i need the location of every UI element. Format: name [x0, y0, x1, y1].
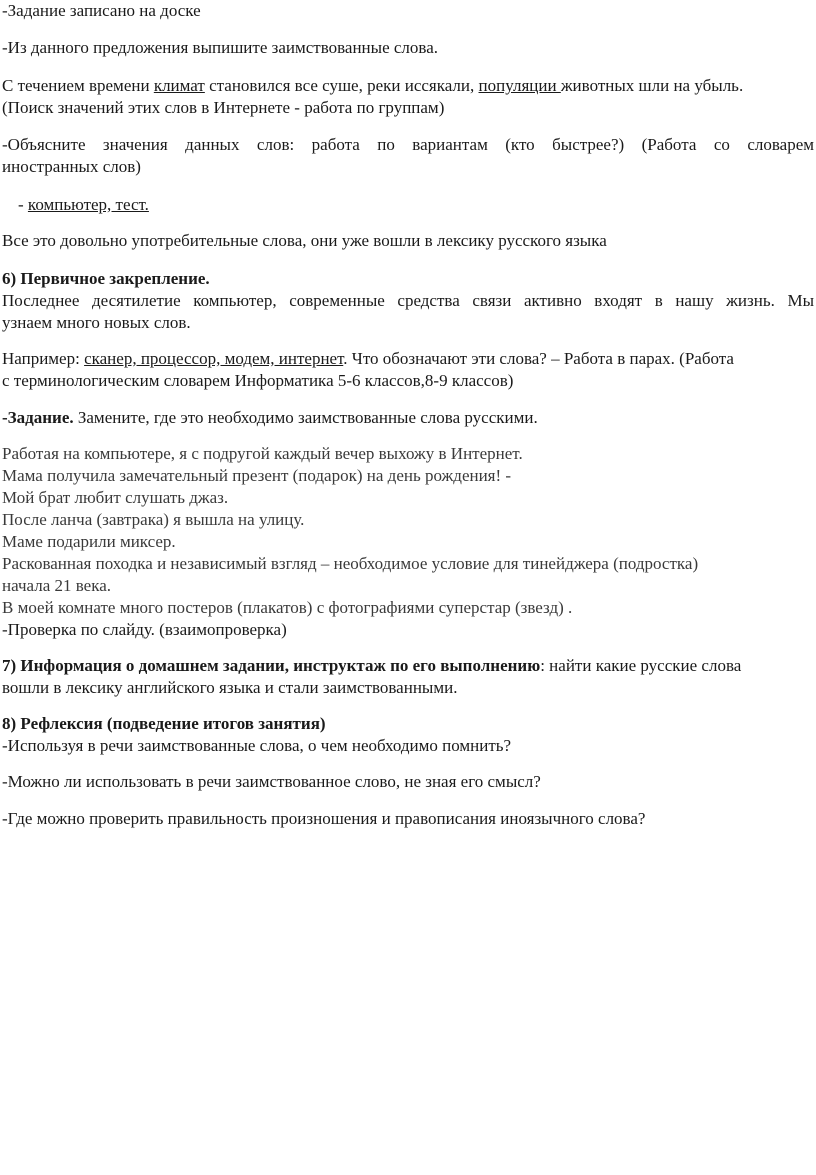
example-sentence-line-1: [2, 75, 743, 97]
underlined-examples: сканер, процессор, модем, интернет: [84, 349, 344, 368]
sentence-3: Мой брат любит слушать джаз.: [2, 488, 229, 507]
example-words-line-2: с терминологическим словарем Информатика 5-6 классов,8-9 классов): [2, 371, 514, 390]
text-fragment: : найти какие русские слова: [540, 656, 742, 675]
sentence-2: Мама получила замечательный презент (подарок) на день рождения! -: [2, 466, 512, 485]
common-words-line: Все это довольно употребительные слова, они уже вошли в лексику русского языка: [2, 231, 607, 250]
reflection-question-1: -Используя в речи заимствованные слова, о чем необходимо помнить?: [2, 736, 512, 755]
sentence-6: Раскованная походка и независимый взгляд – необходимое условие для тинейджера (подростка): [2, 554, 699, 573]
explain-words-line-2: иностранных слов): [2, 157, 141, 176]
text-fragment: С течением времени: [2, 76, 154, 95]
replace-task-line: [2, 407, 538, 429]
example-sentence-line-2: (Поиск значений этих слов в Интернете - работа по группам): [2, 98, 445, 117]
section-6-line-1: Последнее десятилетие компьютер, современные средства связи активно входят в нашу жизнь. Мы: [2, 291, 814, 310]
dash: -: [18, 195, 24, 214]
task-on-board-line: -Задание записано на доске: [2, 1, 201, 20]
instruction-write-out-line: -Из данного предложения выпишите заимствованные слова.: [2, 38, 438, 57]
sentence-6-continued: начала 21 века.: [2, 576, 112, 595]
text-fragment: Замените, где это необходимо заимствованные слова русскими.: [73, 408, 538, 427]
section-7-line-2: вошли в лексику английского языка и стали заимствованными.: [2, 678, 458, 697]
underlined-word-populations: популяции: [478, 76, 561, 95]
section-7-heading: 7) Информация о домашнем задании, инструктаж по его выполнению: [2, 656, 541, 675]
section-6-line-2: узнаем много новых слов.: [2, 313, 191, 332]
slide-check-line: -Проверка по слайду. (взаимопроверка): [2, 620, 287, 639]
reflection-question-2: -Можно ли использовать в речи заимствованное слово, не зная его смысл?: [2, 772, 541, 791]
task-label: -Задание.: [2, 408, 74, 427]
section-8-heading: 8) Рефлексия (подведение итогов занятия): [2, 714, 326, 733]
text-fragment: становился все суше, реки иссякали,: [204, 76, 479, 95]
sentence-5: Маме подарили миксер.: [2, 532, 176, 551]
sentence-1: Работая на компьютере, я с подругой каждый вечер выхожу в Интернет.: [2, 444, 523, 463]
underlined-words: компьютер, тест.: [27, 195, 149, 214]
text-fragment: . Что обозначают эти слова? – Работа в парах. (Работа: [343, 349, 734, 368]
explain-words-line-1: -Объясните значения данных слов: работа по вариантам (кто быстрее?) (Работа со словарем: [2, 135, 814, 154]
underlined-word-climate: климат: [153, 76, 205, 95]
section-6-heading: 6) Первичное закрепление.: [2, 269, 210, 288]
sentence-7: В моей комнате много постеров (плакатов) с фотографиями суперстар (звезд) .: [2, 598, 573, 617]
section-7-line-1: [2, 655, 741, 677]
text-fragment: Например:: [2, 349, 85, 368]
text-fragment: животных шли на убыль.: [560, 76, 744, 95]
words-computer-test: [18, 194, 149, 216]
example-words-line-1: [2, 348, 734, 370]
sentence-4: После ланча (завтрака) я вышла на улицу.: [2, 510, 305, 529]
reflection-question-3: -Где можно проверить правильность произношения и правописания иноязычного слова?: [2, 809, 646, 828]
